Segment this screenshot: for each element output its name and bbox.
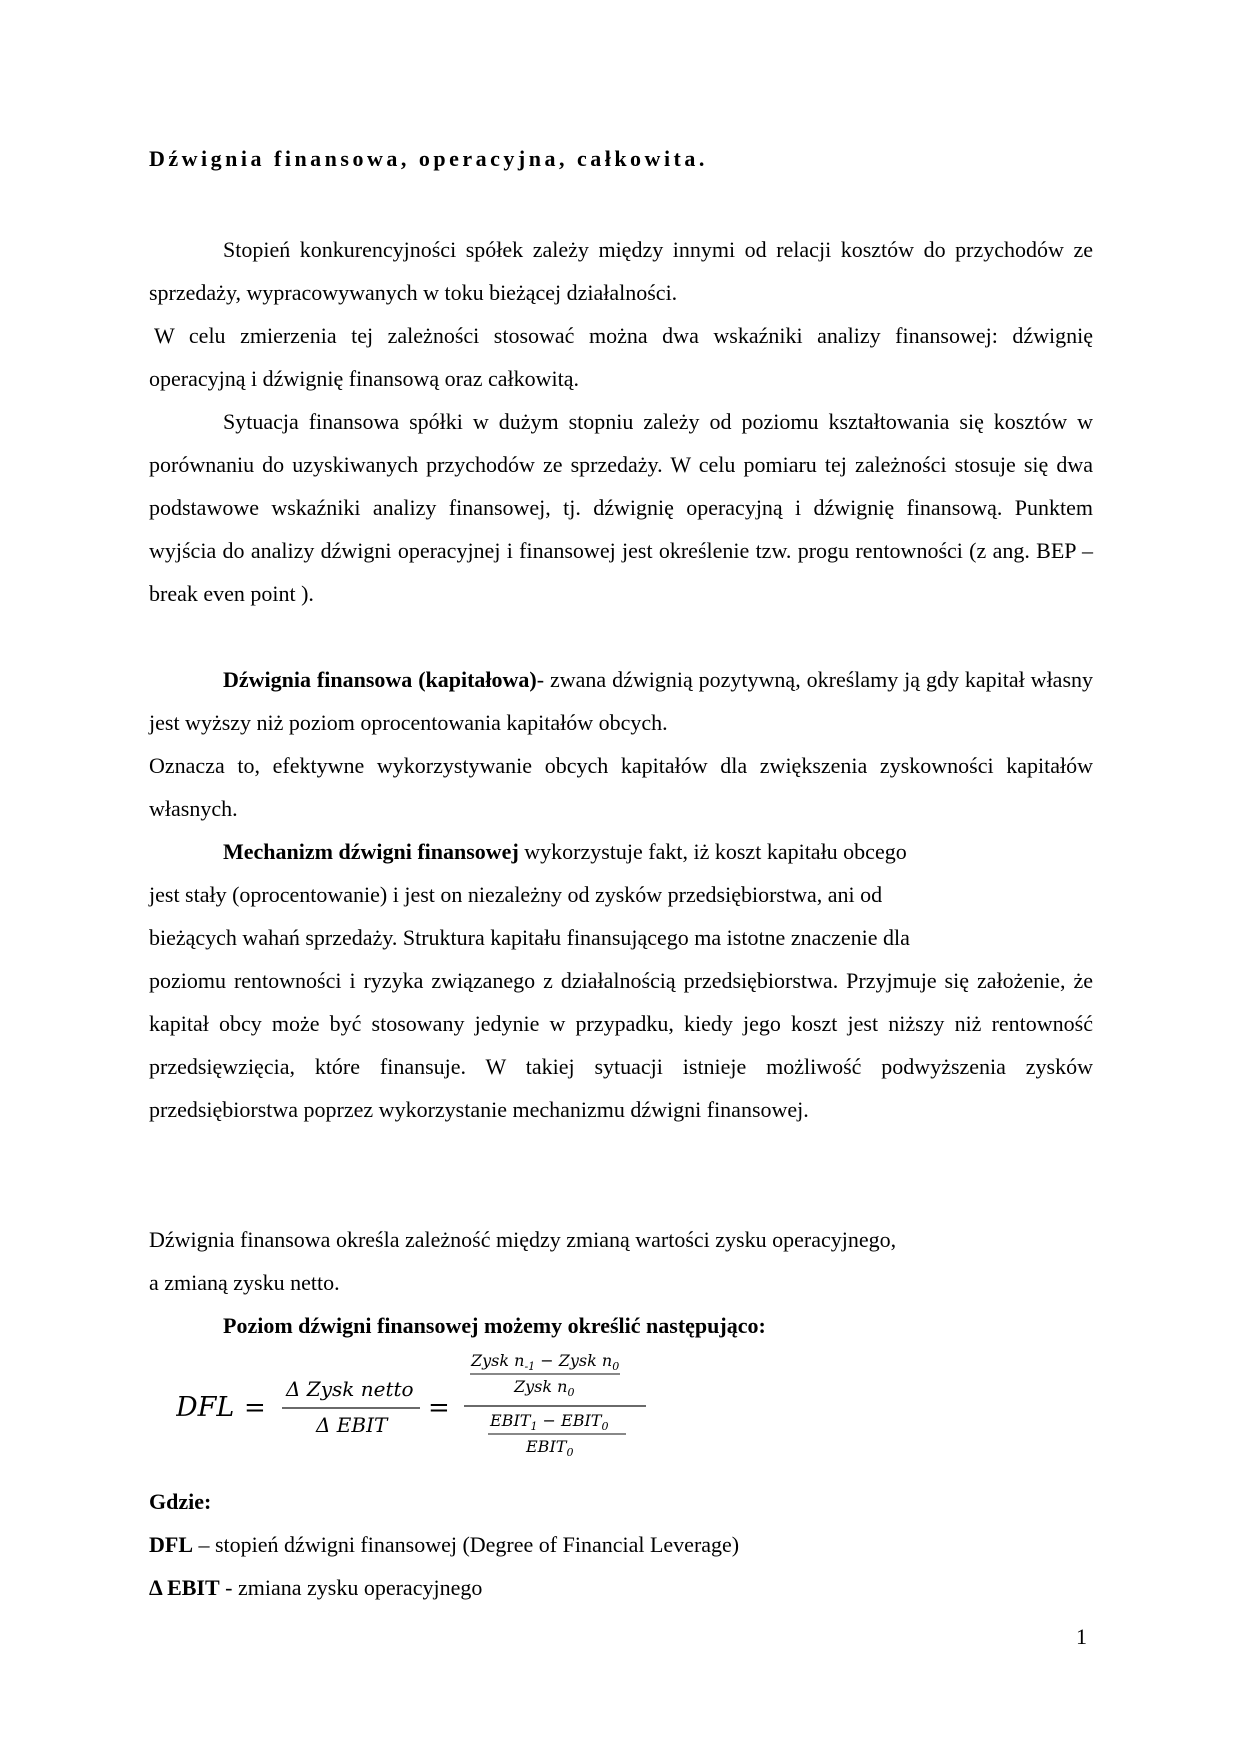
definition-desc: - zmiana zysku operacyjnego <box>219 1575 483 1600</box>
mechanism-line-2: jest stały (oprocentowanie) i jest on niezależny od zysków przedsiębiorstwa, ani od <box>149 882 883 907</box>
formula-inner-denominator-top: $EBIT_1$ − $EBIT_0$ <box>490 1411 609 1433</box>
definition-item-delta-ebit <box>149 1566 739 1609</box>
mechanism-text-1: wykorzystuje fakt, iż koszt kapitału obcego <box>518 839 907 864</box>
intro-section <box>149 228 1093 615</box>
formula-equals-2: = <box>428 1393 450 1423</box>
formula-frac1-numerator: Δ Zysk netto <box>286 1377 414 1401</box>
mechanism-line-3: bieżących wahań sprzedaży. Struktura kapitału finansującego ma istotne znaczenie dla <box>149 925 910 950</box>
formula-inner-numerator-bottom: Zysk $n_0$ <box>514 1377 575 1399</box>
definition-desc: – stopień dźwigni finansowej (Degree of Financial Leverage) <box>193 1532 740 1557</box>
definitions-heading: Gdzie: <box>149 1489 212 1514</box>
formula-inner-denominator-bottom: $EBIT_0$ <box>526 1437 574 1459</box>
relation-line-1: Dźwignia finansowa określa zależność między zmianą wartości zysku operacyjnego, <box>149 1227 897 1252</box>
dfl-formula <box>176 1346 696 1466</box>
paragraph-meaning: Oznacza to, efektywne wykorzystywanie obcych kapitałów dla zwiększenia zyskowności kapitałów własnych. <box>149 753 1093 821</box>
definition-item-dfl <box>149 1523 739 1566</box>
formula-inner-numerator-top: Zysk $n_{-1}$ − Zysk $n_0$ <box>471 1351 620 1373</box>
page-number: 1 <box>1076 1624 1087 1649</box>
definition-term: Δ EBIT <box>149 1575 220 1600</box>
definitions-list <box>149 1480 739 1609</box>
term-financial-leverage: Dźwignia finansowa (kapitałowa) <box>223 667 537 692</box>
paragraph-competitiveness: Stopień konkurencyjności spółek zależy między innymi od relacji kosztów do przychodów ze sprzedaży, wypracowywanych w toku bieżącej działalności. <box>149 237 1093 305</box>
document-title: Dźwignia finansowa, operacyjna, całkowita. <box>149 146 708 171</box>
mechanism-line-1 <box>149 830 1093 873</box>
leverage-definition-text: - zwana dźwignią pozytywną, określamy ją gdy kapitał własny jest wyższy niż poziom oprocentowania kapitałów obcych. <box>149 667 1094 735</box>
paragraph-leverage-definition <box>149 658 1093 744</box>
formula-frac1-denominator: Δ EBIT <box>316 1413 388 1437</box>
leverage-relation-section <box>149 1218 1093 1347</box>
relation-line-2: a zmianą zysku netto. <box>149 1270 340 1295</box>
term-mechanism: Mechanizm dźwigni finansowej <box>223 839 519 864</box>
definition-term: DFL <box>149 1532 193 1557</box>
financial-leverage-section <box>149 658 1093 1131</box>
formula-equals-1: = <box>244 1393 266 1423</box>
paragraph-measurement: W celu zmierzenia tej zależności stosować można dwa wskaźniki analizy finansowej: dźwignię operacyjną i dźwignię finansową oraz całkowitą. <box>149 323 1093 391</box>
paragraph-mechanism-rest: poziomu rentowności i ryzyka związanego z działalnością przedsiębiorstwa. Przyjmuje się założenie, że kapitał obcy może być stosowany jedynie w przypadku, kiedy jego koszt jest niższy niż rentowność przedsięwzięcia, które finansuje. W takiej sytuacji istnieje możliwość podwyższenia zysków przedsiębiorstwa poprzez wykorzystanie mechanizmu dźwigni finansowej. <box>149 968 1093 1122</box>
formula-intro: Poziom dźwigni finansowej możemy określić następująco: <box>223 1313 766 1338</box>
formula-lhs: DFL <box>176 1392 235 1423</box>
paragraph-financial-situation: Sytuacja finansowa spółki w dużym stopniu zależy od poziomu kształtowania się kosztów w porównaniu do uzyskiwanych przychodów ze sprzedaży. W celu pomiaru tej zależności stosuje się dwa podstawowe wskaźniki analizy finansowej, tj. dźwignię operacyjną i dźwignię finansową. Punktem wyjścia do analizy dźwigni operacyjnej i finansowej jest określenie tzw. progu rentowności (z ang. BEP – break even point ). <box>149 409 1093 606</box>
